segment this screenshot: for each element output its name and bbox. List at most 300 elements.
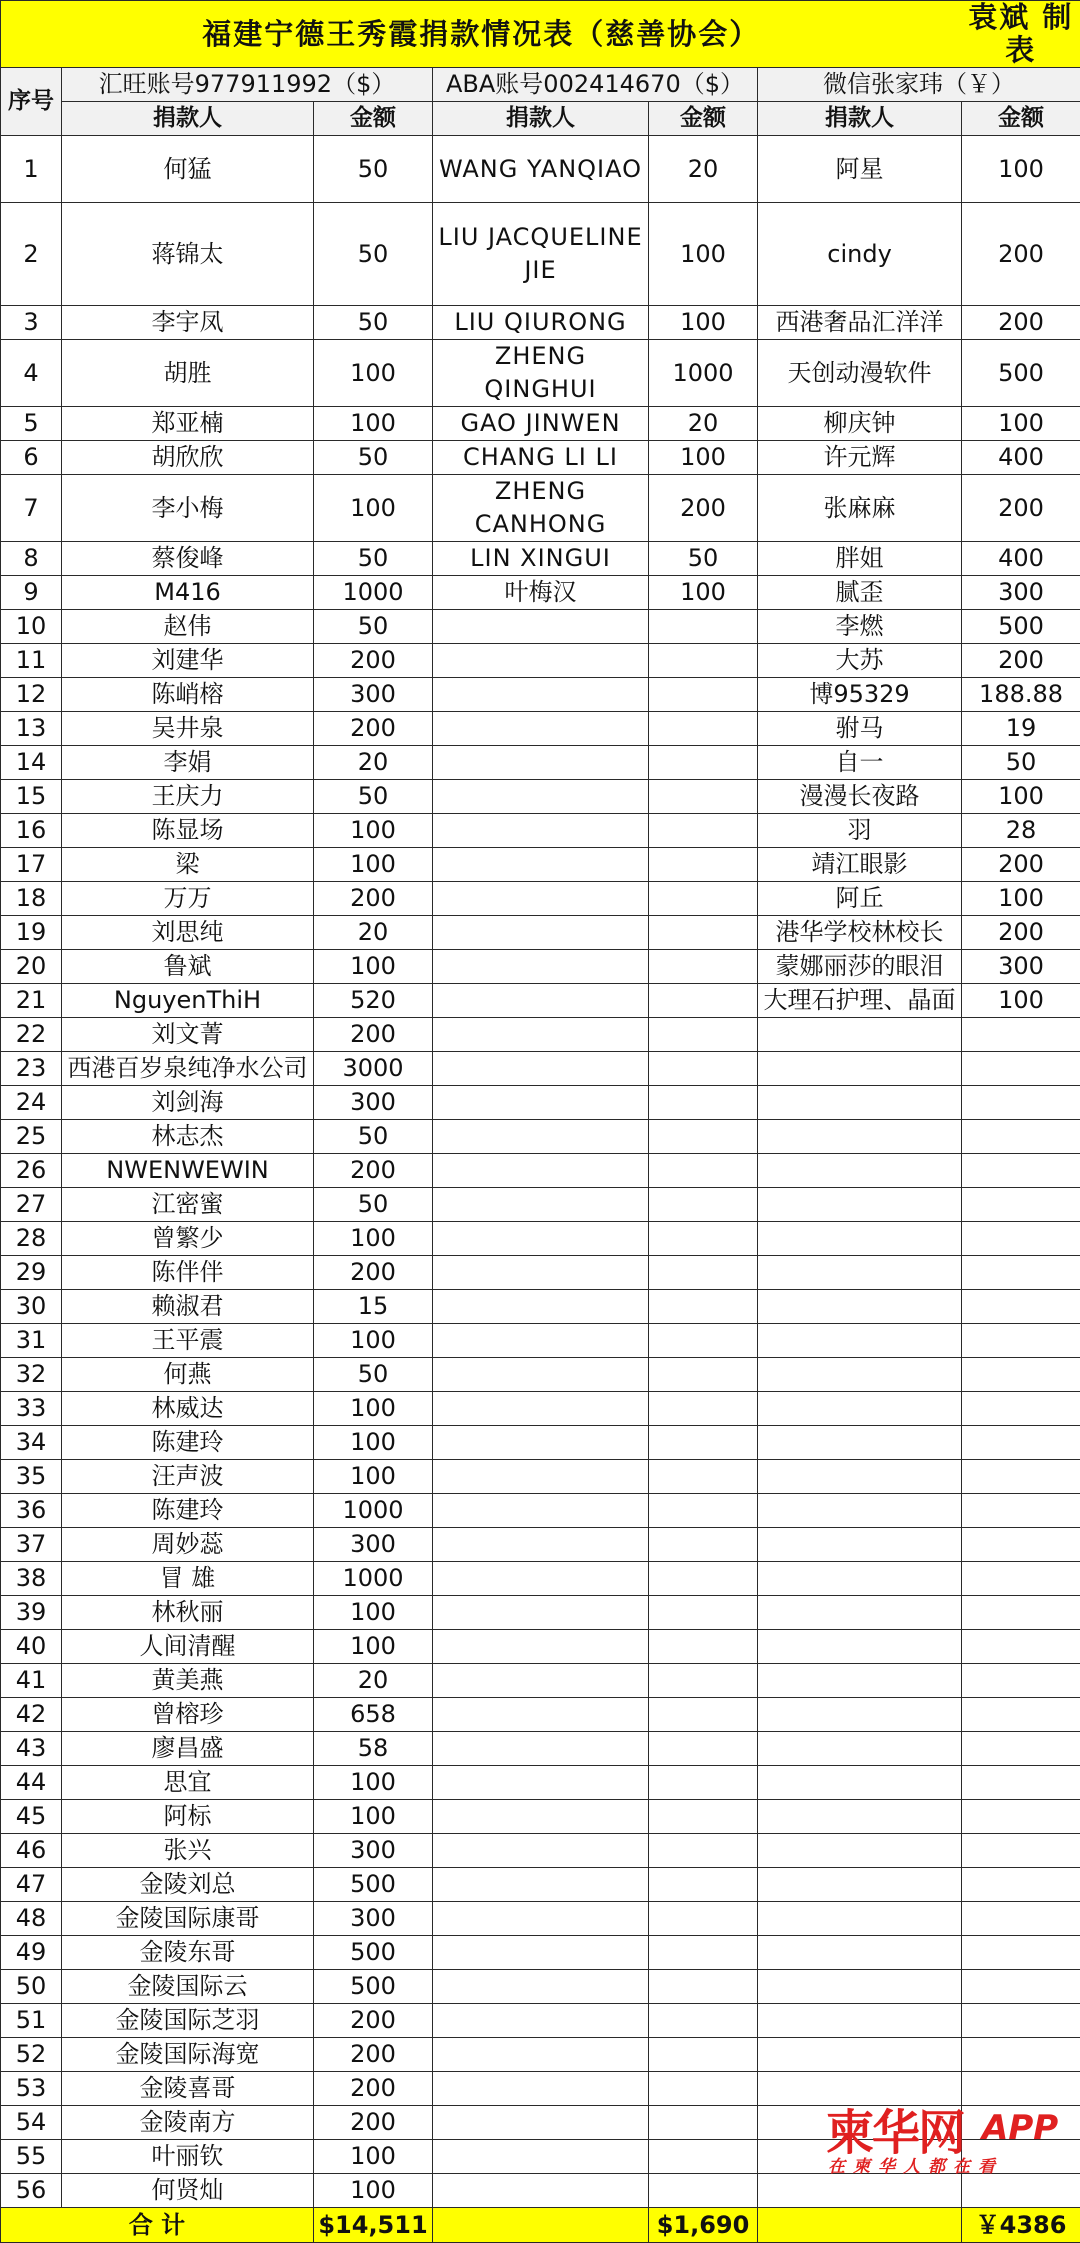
donor-amount-c: 100 — [962, 882, 1080, 916]
donor-name-b — [433, 2072, 649, 2106]
donor-amount-b — [649, 882, 758, 916]
donor-amount-a: 58 — [314, 1732, 433, 1766]
donor-name-a: 何燕 — [62, 1358, 314, 1392]
table-row — [1, 678, 1080, 712]
donor-name-a: 胡胜 — [62, 340, 314, 407]
donor-name-b — [433, 1324, 649, 1358]
donor-amount-a: 100 — [314, 340, 433, 407]
table-row — [1, 441, 1080, 475]
row-number: 49 — [1, 1936, 62, 1970]
donor-amount-c: 200 — [962, 644, 1080, 678]
donor-name-c — [758, 1902, 962, 1936]
row-number: 29 — [1, 1256, 62, 1290]
donor-name-c: 大苏 — [758, 644, 962, 678]
donor-amount-b — [649, 1494, 758, 1528]
donor-name-c: 阿丘 — [758, 882, 962, 916]
account-a-header: 汇旺账号977911992（$） — [62, 68, 433, 102]
donor-name-a: 西港百岁泉纯净水公司 — [62, 1052, 314, 1086]
account-b-header: ABA账号002414670（$） — [433, 68, 758, 102]
row-number: 15 — [1, 780, 62, 814]
donor-amount-a: 100 — [314, 1596, 433, 1630]
donor-name-a: 吴井泉 — [62, 712, 314, 746]
donor-amount-a: 3000 — [314, 1052, 433, 1086]
donor-name-c — [758, 1800, 962, 1834]
donor-name-a: 张兴 — [62, 1834, 314, 1868]
donor-amount-b — [649, 1868, 758, 1902]
donor-amount-a: 500 — [314, 1868, 433, 1902]
donor-amount-a: 200 — [314, 2106, 433, 2140]
donor-name-b — [433, 950, 649, 984]
donor-name-b — [433, 1222, 649, 1256]
donor-name-b — [433, 780, 649, 814]
donor-amount-c — [962, 1528, 1080, 1562]
donor-name-c — [758, 1460, 962, 1494]
donor-name-b — [433, 1868, 649, 1902]
donor-name-a: M416 — [62, 576, 314, 610]
row-number: 17 — [1, 848, 62, 882]
donor-amount-b — [649, 1902, 758, 1936]
donor-name-a: 曾榕珍 — [62, 1698, 314, 1732]
table-row — [1, 475, 1080, 542]
donor-amount-b — [649, 2174, 758, 2208]
donor-name-c — [758, 1528, 962, 1562]
donor-name-c — [758, 1426, 962, 1460]
total-amount-a: $14,511 — [314, 2208, 433, 2243]
donor-amount-a: 100 — [314, 814, 433, 848]
row-number: 52 — [1, 2038, 62, 2072]
donor-name-b — [433, 1392, 649, 1426]
amount-header-b: 金额 — [649, 102, 758, 136]
table-row — [1, 1222, 1080, 1256]
table-row — [1, 1086, 1080, 1120]
table-row — [1, 1562, 1080, 1596]
donor-amount-c: 100 — [962, 136, 1080, 203]
donor-amount-c: 200 — [962, 306, 1080, 340]
row-number: 19 — [1, 916, 62, 950]
row-number: 20 — [1, 950, 62, 984]
donor-amount-b — [649, 1460, 758, 1494]
donor-name-c: 驸马 — [758, 712, 962, 746]
donor-amount-b — [649, 950, 758, 984]
donor-name-c: 自一 — [758, 746, 962, 780]
donor-name-b — [433, 1460, 649, 1494]
donor-name-a: 人间清醒 — [62, 1630, 314, 1664]
donor-amount-c — [962, 1494, 1080, 1528]
donor-name-b: CHANG LI LI — [433, 441, 649, 475]
donor-header-c: 捐款人 — [758, 102, 962, 136]
donor-name-c — [758, 1120, 962, 1154]
row-number: 55 — [1, 2140, 62, 2174]
row-number: 22 — [1, 1018, 62, 1052]
donor-name-a: 鲁斌 — [62, 950, 314, 984]
donor-amount-a: 300 — [314, 1086, 433, 1120]
table-row — [1, 1766, 1080, 1800]
donor-name-c — [758, 1086, 962, 1120]
row-number: 16 — [1, 814, 62, 848]
donor-amount-a: 100 — [314, 1800, 433, 1834]
row-number: 38 — [1, 1562, 62, 1596]
row-number: 28 — [1, 1222, 62, 1256]
donor-amount-c: 400 — [962, 542, 1080, 576]
donor-name-b — [433, 916, 649, 950]
donor-amount-a: 20 — [314, 916, 433, 950]
row-number: 27 — [1, 1188, 62, 1222]
donor-name-a: 蔡俊峰 — [62, 542, 314, 576]
donor-amount-a: 50 — [314, 441, 433, 475]
seq-header: 序号 — [1, 68, 62, 136]
row-number: 50 — [1, 1970, 62, 2004]
donor-amount-c — [962, 1256, 1080, 1290]
table-row — [1, 916, 1080, 950]
donor-amount-a: 200 — [314, 1154, 433, 1188]
donor-name-a: 蒋锦太 — [62, 203, 314, 306]
donor-amount-b — [649, 1358, 758, 1392]
donor-amount-a: 520 — [314, 984, 433, 1018]
donor-name-c — [758, 1392, 962, 1426]
donor-name-a: 阿标 — [62, 1800, 314, 1834]
donor-name-a: 陈建玲 — [62, 1426, 314, 1460]
donor-amount-a: 300 — [314, 1834, 433, 1868]
donor-name-a: 思宜 — [62, 1766, 314, 1800]
donor-amount-c — [962, 1120, 1080, 1154]
donor-name-c: 许元辉 — [758, 441, 962, 475]
donor-amount-c: 200 — [962, 848, 1080, 882]
donor-name-c: cindy — [758, 203, 962, 306]
row-number: 5 — [1, 407, 62, 441]
donor-name-a: 何贤灿 — [62, 2174, 314, 2208]
donor-amount-b: 100 — [649, 441, 758, 475]
donor-name-a: 金陵国际康哥 — [62, 1902, 314, 1936]
table-row — [1, 542, 1080, 576]
donor-name-c — [758, 1494, 962, 1528]
donor-name-a: 廖昌盛 — [62, 1732, 314, 1766]
donor-name-c: 阿星 — [758, 136, 962, 203]
donor-name-b — [433, 1426, 649, 1460]
table-row — [1, 340, 1080, 407]
donor-name-a: 金陵喜哥 — [62, 2072, 314, 2106]
donor-name-b: LIN XINGUI — [433, 542, 649, 576]
donor-name-c: 天创动漫软件 — [758, 340, 962, 407]
donor-name-a: 叶丽钦 — [62, 2140, 314, 2174]
donor-name-c: 港华学校林校长 — [758, 916, 962, 950]
donor-name-b — [433, 1290, 649, 1324]
donor-amount-b — [649, 678, 758, 712]
donor-amount-b — [649, 1630, 758, 1664]
donor-amount-b — [649, 1834, 758, 1868]
donor-name-a: 李宇凤 — [62, 306, 314, 340]
donor-name-c — [758, 1732, 962, 1766]
donor-name-b — [433, 1052, 649, 1086]
amount-header-a: 金额 — [314, 102, 433, 136]
donor-name-b: GAO JINWEN — [433, 407, 649, 441]
donor-amount-a: 300 — [314, 1528, 433, 1562]
donor-name-c — [758, 2004, 962, 2038]
row-number: 36 — [1, 1494, 62, 1528]
row-number: 41 — [1, 1664, 62, 1698]
donor-amount-a: 100 — [314, 407, 433, 441]
row-number: 47 — [1, 1868, 62, 1902]
donor-amount-a: 50 — [314, 136, 433, 203]
donor-name-b — [433, 1154, 649, 1188]
donor-name-b — [433, 1664, 649, 1698]
donor-amount-c — [962, 1664, 1080, 1698]
donor-name-a: 何猛 — [62, 136, 314, 203]
donor-amount-c: 28 — [962, 814, 1080, 848]
donor-amount-b — [649, 1970, 758, 2004]
table-row — [1, 610, 1080, 644]
row-number: 8 — [1, 542, 62, 576]
donor-amount-c: 100 — [962, 780, 1080, 814]
donor-name-a: 林志杰 — [62, 1120, 314, 1154]
table-row — [1, 1188, 1080, 1222]
table-row — [1, 1290, 1080, 1324]
donor-name-a: 陈峭榕 — [62, 678, 314, 712]
donor-name-a: 万万 — [62, 882, 314, 916]
donor-amount-b — [649, 746, 758, 780]
row-number: 46 — [1, 1834, 62, 1868]
donor-name-b — [433, 2174, 649, 2208]
row-number: 21 — [1, 984, 62, 1018]
row-number: 24 — [1, 1086, 62, 1120]
row-number: 25 — [1, 1120, 62, 1154]
row-number: 35 — [1, 1460, 62, 1494]
donor-name-c: 蒙娜丽莎的眼泪 — [758, 950, 962, 984]
donor-amount-b — [649, 1766, 758, 1800]
donor-header-a: 捐款人 — [62, 102, 314, 136]
donor-amount-b — [649, 1392, 758, 1426]
donor-name-a: 林威达 — [62, 1392, 314, 1426]
donor-amount-b — [649, 644, 758, 678]
donor-amount-b: 50 — [649, 542, 758, 576]
row-number: 9 — [1, 576, 62, 610]
donor-amount-c — [962, 1086, 1080, 1120]
donor-name-b — [433, 1256, 649, 1290]
donor-name-b — [433, 2004, 649, 2038]
donor-amount-a: 1000 — [314, 1494, 433, 1528]
donor-amount-b: 1000 — [649, 340, 758, 407]
table-row — [1, 984, 1080, 1018]
donor-amount-a: 200 — [314, 2072, 433, 2106]
donor-name-a: 金陵国际云 — [62, 1970, 314, 2004]
donor-name-c — [758, 1358, 962, 1392]
donor-amount-b: 100 — [649, 306, 758, 340]
donor-amount-b — [649, 814, 758, 848]
donor-name-b — [433, 1800, 649, 1834]
donor-name-b — [433, 1970, 649, 2004]
donor-amount-b — [649, 1800, 758, 1834]
donor-amount-b — [649, 1290, 758, 1324]
donor-name-a: 赖淑君 — [62, 1290, 314, 1324]
table-row — [1, 407, 1080, 441]
donor-name-a: 梁 — [62, 848, 314, 882]
total-amount-b: $1,690 — [649, 2208, 758, 2243]
donor-amount-b — [649, 1324, 758, 1358]
donor-amount-b — [649, 1562, 758, 1596]
donor-name-a: 刘文菁 — [62, 1018, 314, 1052]
table-row — [1, 1596, 1080, 1630]
table-row — [1, 1154, 1080, 1188]
donor-name-a: 陈显场 — [62, 814, 314, 848]
row-number: 13 — [1, 712, 62, 746]
donor-name-b — [433, 1630, 649, 1664]
donor-amount-c — [962, 1596, 1080, 1630]
donor-name-b — [433, 1732, 649, 1766]
donor-amount-a: 100 — [314, 2140, 433, 2174]
totals-row — [1, 2208, 1080, 2243]
donor-amount-a: 100 — [314, 1766, 433, 1800]
donor-amount-c: 19 — [962, 712, 1080, 746]
donor-name-a: NWENWEWIN — [62, 1154, 314, 1188]
donor-amount-c — [962, 1018, 1080, 1052]
donor-amount-b — [649, 1052, 758, 1086]
row-number: 26 — [1, 1154, 62, 1188]
row-number: 44 — [1, 1766, 62, 1800]
donor-name-a: 王平震 — [62, 1324, 314, 1358]
donor-name-b — [433, 746, 649, 780]
donor-name-c: 博95329 — [758, 678, 962, 712]
donor-amount-a: 100 — [314, 1324, 433, 1358]
donor-name-b — [433, 2038, 649, 2072]
table-row — [1, 644, 1080, 678]
donor-name-c: 羽 — [758, 814, 962, 848]
sheet-title: 福建宁德王秀霞捐款情况表（慈善协会） — [1, 1, 962, 68]
table-row — [1, 1426, 1080, 1460]
donor-amount-b — [649, 2140, 758, 2174]
table-row — [1, 1358, 1080, 1392]
donor-name-b — [433, 712, 649, 746]
donor-amount-c: 100 — [962, 407, 1080, 441]
donor-amount-b — [649, 2004, 758, 2038]
donor-name-b — [433, 610, 649, 644]
donor-name-c: 柳庆钟 — [758, 407, 962, 441]
table-row — [1, 1494, 1080, 1528]
donor-amount-c — [962, 1290, 1080, 1324]
row-number: 2 — [1, 203, 62, 306]
account-c-header: 微信张家玮（￥） — [758, 68, 1080, 102]
donor-name-a: 李小梅 — [62, 475, 314, 542]
donor-amount-a: 200 — [314, 882, 433, 916]
donor-name-c — [758, 1868, 962, 1902]
table-row — [1, 1052, 1080, 1086]
donor-amount-c — [962, 2038, 1080, 2072]
donor-amount-c: 500 — [962, 610, 1080, 644]
donor-amount-b — [649, 1188, 758, 1222]
row-number: 1 — [1, 136, 62, 203]
donor-amount-b — [649, 916, 758, 950]
donor-amount-a: 300 — [314, 1902, 433, 1936]
row-number: 12 — [1, 678, 62, 712]
donor-amount-a: 100 — [314, 1460, 433, 1494]
watermark-app: APP — [982, 2108, 1058, 2148]
row-number: 43 — [1, 1732, 62, 1766]
row-number: 39 — [1, 1596, 62, 1630]
donor-amount-a: 500 — [314, 1970, 433, 2004]
donor-name-c — [758, 1562, 962, 1596]
donor-amount-b — [649, 712, 758, 746]
donor-name-a: 金陵国际芝羽 — [62, 2004, 314, 2038]
donor-amount-c: 188.88 — [962, 678, 1080, 712]
donor-name-c — [758, 1018, 962, 1052]
donor-header-b: 捐款人 — [433, 102, 649, 136]
table-row — [1, 1902, 1080, 1936]
table-row — [1, 1970, 1080, 2004]
donor-amount-c — [962, 1698, 1080, 1732]
donor-name-b: ZHENG QINGHUI — [433, 340, 649, 407]
donor-amount-b: 20 — [649, 407, 758, 441]
table-row — [1, 203, 1080, 306]
donor-amount-b — [649, 1256, 758, 1290]
donor-name-a: 李娟 — [62, 746, 314, 780]
donor-amount-a: 50 — [314, 306, 433, 340]
donor-amount-b — [649, 2038, 758, 2072]
donor-amount-a: 300 — [314, 678, 433, 712]
donor-name-b — [433, 1358, 649, 1392]
row-number: 48 — [1, 1902, 62, 1936]
donor-name-c — [758, 1324, 962, 1358]
donor-name-a: 金陵东哥 — [62, 1936, 314, 1970]
donor-amount-b — [649, 1664, 758, 1698]
row-number: 4 — [1, 340, 62, 407]
donor-name-b: ZHENG CANHONG — [433, 475, 649, 542]
donor-name-b — [433, 1188, 649, 1222]
row-number: 42 — [1, 1698, 62, 1732]
donor-amount-c — [962, 1630, 1080, 1664]
row-number: 51 — [1, 2004, 62, 2038]
donor-amount-c — [962, 1800, 1080, 1834]
donor-name-b: LIU QIURONG — [433, 306, 649, 340]
table-row — [1, 1664, 1080, 1698]
donor-name-c — [758, 1970, 962, 2004]
donor-name-a: 金陵刘总 — [62, 1868, 314, 1902]
donor-name-b — [433, 1018, 649, 1052]
donor-amount-b — [649, 1936, 758, 1970]
table-row — [1, 1018, 1080, 1052]
row-number: 23 — [1, 1052, 62, 1086]
donor-amount-c: 200 — [962, 475, 1080, 542]
donor-amount-b — [649, 1018, 758, 1052]
donor-name-c: 胖姐 — [758, 542, 962, 576]
donor-name-a: 周妙蕊 — [62, 1528, 314, 1562]
watermark-slogan: 在柬华人都在看 — [828, 2152, 1003, 2177]
donor-name-c — [758, 1766, 962, 1800]
donor-name-c: 大理石护理、晶面 — [758, 984, 962, 1018]
donor-name-b: 叶梅汉 — [433, 576, 649, 610]
row-number: 18 — [1, 882, 62, 916]
sheet-maker: 袁斌 制表 — [962, 1, 1080, 68]
row-number: 45 — [1, 1800, 62, 1834]
donor-name-a: 林秋丽 — [62, 1596, 314, 1630]
table-row — [1, 814, 1080, 848]
donor-amount-c — [962, 1052, 1080, 1086]
table-row — [1, 1528, 1080, 1562]
donor-name-b — [433, 882, 649, 916]
row-number: 11 — [1, 644, 62, 678]
row-number: 31 — [1, 1324, 62, 1358]
donor-amount-c: 200 — [962, 916, 1080, 950]
watermark — [822, 2094, 1080, 2180]
table-row — [1, 306, 1080, 340]
donor-amount-b — [649, 1154, 758, 1188]
donor-amount-a: 658 — [314, 1698, 433, 1732]
title-row — [1, 1, 1080, 68]
donor-amount-a: 100 — [314, 2174, 433, 2208]
donor-amount-a: 100 — [314, 475, 433, 542]
row-number: 14 — [1, 746, 62, 780]
donor-name-a: 江密蜜 — [62, 1188, 314, 1222]
donor-name-c — [758, 1188, 962, 1222]
donor-amount-b — [649, 780, 758, 814]
donor-name-c — [758, 1834, 962, 1868]
